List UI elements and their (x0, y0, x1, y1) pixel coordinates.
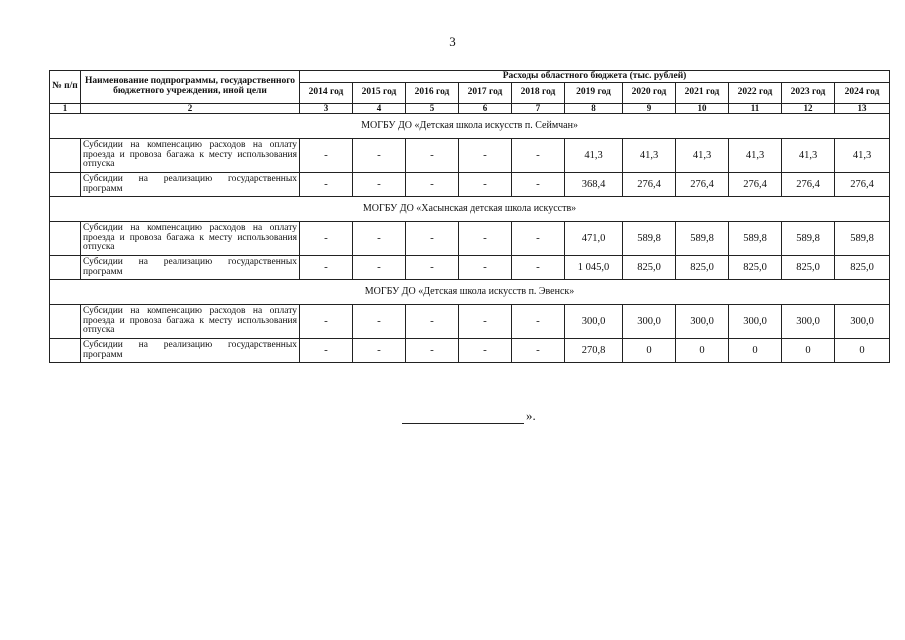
table-row (50, 305, 890, 339)
section-row (50, 114, 890, 139)
year-header: 2018 год (512, 83, 565, 104)
header-name: Наименование подпрограммы, государственного бюджетного учреждения, иной цели (81, 71, 300, 104)
value-cell: 300,0 (782, 305, 835, 339)
value-cell: 41,3 (729, 139, 782, 173)
value-cell: 0 (835, 339, 890, 363)
value-cell: 825,0 (623, 256, 676, 280)
value-cell: - (406, 339, 459, 363)
value-cell: 0 (729, 339, 782, 363)
value-cell: 300,0 (565, 305, 623, 339)
section-title: МОГБУ ДО «Детская школа искусств п. Эвенск» (50, 280, 890, 305)
value-cell: - (512, 222, 565, 256)
value-cell: - (406, 305, 459, 339)
row-name-cell: Субсидии на реализацию государственных программ (81, 339, 300, 363)
value-cell: - (512, 173, 565, 197)
value-cell: - (512, 339, 565, 363)
column-index-cell: 6 (459, 104, 512, 114)
value-cell: - (353, 256, 406, 280)
value-cell: 0 (623, 339, 676, 363)
value-cell: 0 (676, 339, 729, 363)
value-cell: - (459, 173, 512, 197)
row-number-cell (50, 339, 81, 363)
column-index-cell: 1 (50, 104, 81, 114)
column-index-cell: 4 (353, 104, 406, 114)
value-cell: 300,0 (835, 305, 890, 339)
closing-mark: ». (526, 408, 536, 423)
year-header: 2017 год (459, 83, 512, 104)
year-header: 2016 год (406, 83, 459, 104)
value-cell: - (353, 305, 406, 339)
value-cell: 300,0 (623, 305, 676, 339)
value-cell: 41,3 (782, 139, 835, 173)
header-num: № п/п (50, 71, 81, 104)
value-cell: - (459, 305, 512, 339)
value-cell: 276,4 (835, 173, 890, 197)
value-cell: - (406, 256, 459, 280)
value-cell: 825,0 (835, 256, 890, 280)
year-header: 2014 год (300, 83, 353, 104)
column-index-cell: 5 (406, 104, 459, 114)
value-cell: - (300, 139, 353, 173)
table-row (50, 173, 890, 197)
row-name-cell: Субсидии на компенсацию расходов на оплату проезда и провоза багажа к месту использования отпуска (81, 139, 300, 173)
value-cell: - (353, 139, 406, 173)
value-cell: 589,8 (676, 222, 729, 256)
row-number-cell (50, 305, 81, 339)
value-cell: 589,8 (729, 222, 782, 256)
budget-table (49, 70, 890, 363)
value-cell: 589,8 (835, 222, 890, 256)
value-cell: 368,4 (565, 173, 623, 197)
year-header: 2015 год (353, 83, 406, 104)
value-cell: - (406, 222, 459, 256)
row-number-cell (50, 256, 81, 280)
value-cell: 276,4 (676, 173, 729, 197)
value-cell: 589,8 (623, 222, 676, 256)
column-index-cell: 9 (623, 104, 676, 114)
column-index-cell: 13 (835, 104, 890, 114)
value-cell: 276,4 (729, 173, 782, 197)
value-cell: 825,0 (782, 256, 835, 280)
row-name-cell: Субсидии на реализацию государственных программ (81, 256, 300, 280)
value-cell: - (512, 139, 565, 173)
value-cell: - (353, 173, 406, 197)
table-row (50, 256, 890, 280)
value-cell: - (300, 305, 353, 339)
column-index-cell: 11 (729, 104, 782, 114)
year-header: 2023 год (782, 83, 835, 104)
value-cell: - (300, 222, 353, 256)
row-name-cell: Субсидии на реализацию государственных программ (81, 173, 300, 197)
value-cell: - (459, 222, 512, 256)
signature-line (402, 411, 524, 424)
section-row (50, 197, 890, 222)
section-title: МОГБУ ДО «Хасынская детская школа искусств» (50, 197, 890, 222)
table-row (50, 222, 890, 256)
header-expenses: Расходы областного бюджета (тыс. рублей) (300, 71, 890, 83)
table-header (50, 71, 890, 104)
value-cell: - (353, 222, 406, 256)
value-cell: 471,0 (565, 222, 623, 256)
table-row (50, 339, 890, 363)
year-header: 2020 год (623, 83, 676, 104)
value-cell: 41,3 (676, 139, 729, 173)
column-index-cell: 12 (782, 104, 835, 114)
year-header: 2021 год (676, 83, 729, 104)
signature-block (402, 408, 536, 424)
value-cell: 0 (782, 339, 835, 363)
value-cell: 825,0 (729, 256, 782, 280)
value-cell: - (459, 256, 512, 280)
value-cell: - (406, 173, 459, 197)
column-index-cell: 10 (676, 104, 729, 114)
value-cell: 276,4 (623, 173, 676, 197)
year-header: 2022 год (729, 83, 782, 104)
table-row (50, 139, 890, 173)
year-header: 2024 год (835, 83, 890, 104)
value-cell: 41,3 (623, 139, 676, 173)
column-index-cell: 7 (512, 104, 565, 114)
table-body (50, 104, 890, 363)
row-number-cell (50, 173, 81, 197)
section-row (50, 280, 890, 305)
value-cell: 300,0 (729, 305, 782, 339)
value-cell: 270,8 (565, 339, 623, 363)
row-name-cell: Субсидии на компенсацию расходов на оплату проезда и провоза багажа к месту использования отпуска (81, 305, 300, 339)
section-title: МОГБУ ДО «Детская школа искусств п. Сеймчан» (50, 114, 890, 139)
year-header: 2019 год (565, 83, 623, 104)
value-cell: 41,3 (835, 139, 890, 173)
value-cell: - (353, 339, 406, 363)
column-index-cell: 2 (81, 104, 300, 114)
value-cell: - (406, 139, 459, 173)
value-cell: - (300, 256, 353, 280)
value-cell: - (459, 339, 512, 363)
value-cell: 1 045,0 (565, 256, 623, 280)
row-number-cell (50, 222, 81, 256)
value-cell: - (512, 305, 565, 339)
value-cell: 300,0 (676, 305, 729, 339)
value-cell: 41,3 (565, 139, 623, 173)
value-cell: 825,0 (676, 256, 729, 280)
value-cell: - (300, 173, 353, 197)
row-number-cell (50, 139, 81, 173)
value-cell: - (512, 256, 565, 280)
page-number: 3 (449, 34, 456, 49)
row-name-cell: Субсидии на компенсацию расходов на оплату проезда и провоза багажа к месту использования отпуска (81, 222, 300, 256)
column-index-cell: 3 (300, 104, 353, 114)
value-cell: - (459, 139, 512, 173)
value-cell: 276,4 (782, 173, 835, 197)
column-index-cell: 8 (565, 104, 623, 114)
column-index-row (50, 104, 890, 114)
value-cell: 589,8 (782, 222, 835, 256)
value-cell: - (300, 339, 353, 363)
